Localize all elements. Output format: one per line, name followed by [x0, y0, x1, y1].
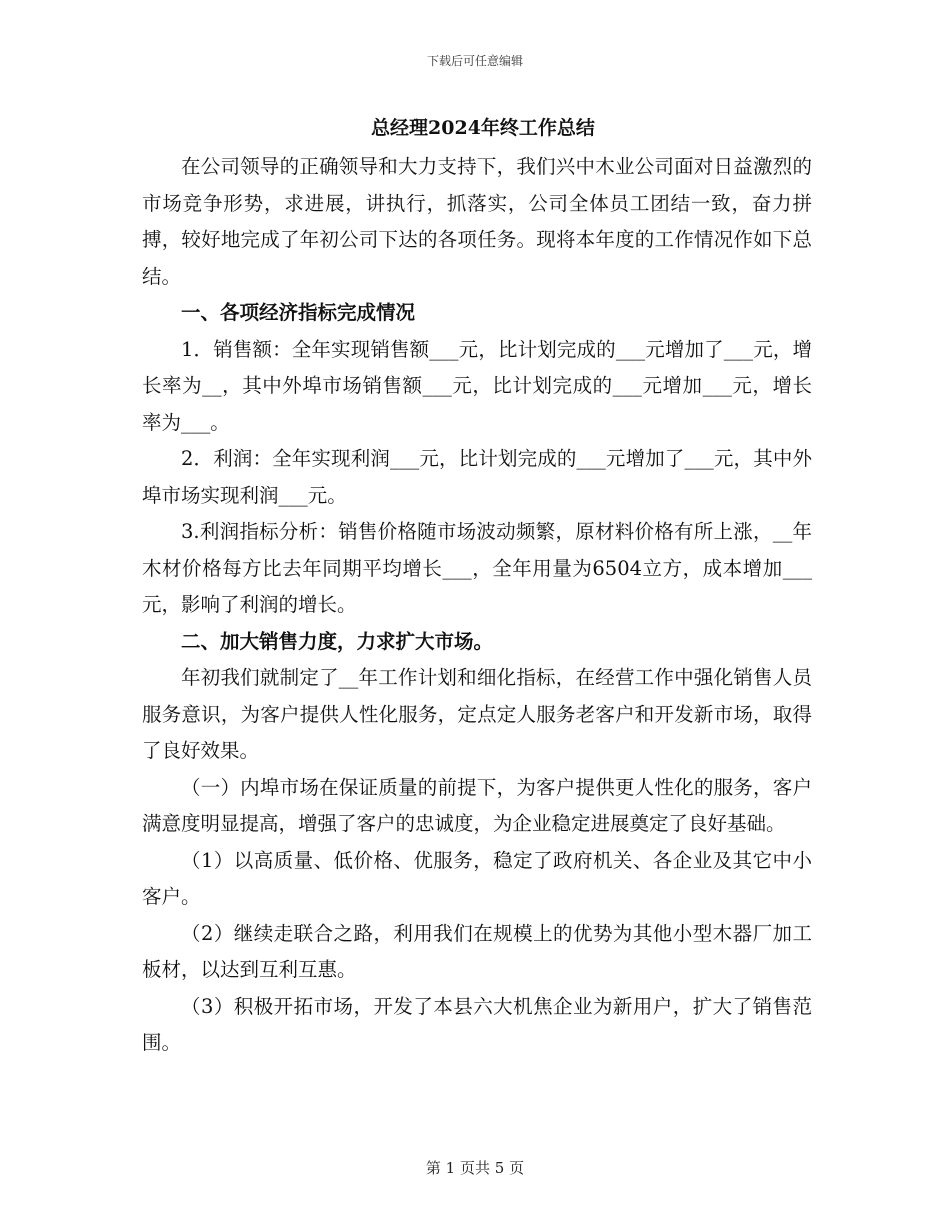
intro-paragraph: 在公司领导的正确领导和大力支持下，我们兴中木业公司面对日益激烈的市场竞争形势，求进展，讲执行，抓落实，公司全体员工团结一致，奋力拼搏，较好地完成了年初公司下达的各项任务。现将本年度的工作情况作如下总结。 — [142, 155, 812, 288]
point-2-paragraph: （2）继续走联合之路，利用我们在规模上的优势为其他小型木器厂加工板材，以达到互利互惠。 — [142, 921, 812, 981]
domestic-market-paragraph: （一）内埠市场在保证质量的前提下，为客户提供更人性化的服务，客户满意度明显提高，增强了客户的忠诚度，为企业稳定进展奠定了良好基础。 — [142, 775, 812, 835]
plan-paragraph: 年初我们就制定了__年工作计划和细化指标，在经营工作中强化销售人员服务意识，为客户提供人性化服务，定点定人服务老客户和开发新市场，取得了良好效果。 — [142, 666, 812, 762]
document-title: 总经理2024年终工作总结 — [371, 117, 595, 139]
point-3-paragraph: （3）积极开拓市场，开发了本县六大机焦企业为新用户，扩大了销售范围。 — [142, 994, 812, 1054]
page-header: 下载后可任意编辑 — [426, 54, 523, 68]
section-heading-2: 二、加大销售力度，力求扩大市场。 — [181, 629, 494, 653]
document-body — [142, 114, 812, 1062]
profit-item-paragraph: 2．利润：全年实现利润___元，比计划完成的___元增加了___元，其中外埠市场实现利润___元。 — [142, 447, 812, 507]
point-1-paragraph: （1）以高质量、低价格、优服务，稳定了政府机关、各企业及其它中小客户。 — [142, 848, 812, 908]
profit-analysis-paragraph: 3.利润指标分析：销售价格随市场波动频繁，原材料价格有所上涨，__年木材价格每方比去年同期平均增长___，全年用量为6504立方，成本增加___元，影响了利润的增长。 — [142, 520, 812, 616]
sales-item-paragraph: 1．销售额：全年实现销售额___元，比计划完成的___元增加了___元，增长率为__，其中外埠市场销售额___元，比计划完成的___元增加___元，增长率为___。 — [142, 337, 812, 434]
page-footer: 第 1 页共 5 页 — [425, 1159, 525, 1177]
section-heading-1: 一、各项经济指标完成情况 — [181, 301, 416, 324]
